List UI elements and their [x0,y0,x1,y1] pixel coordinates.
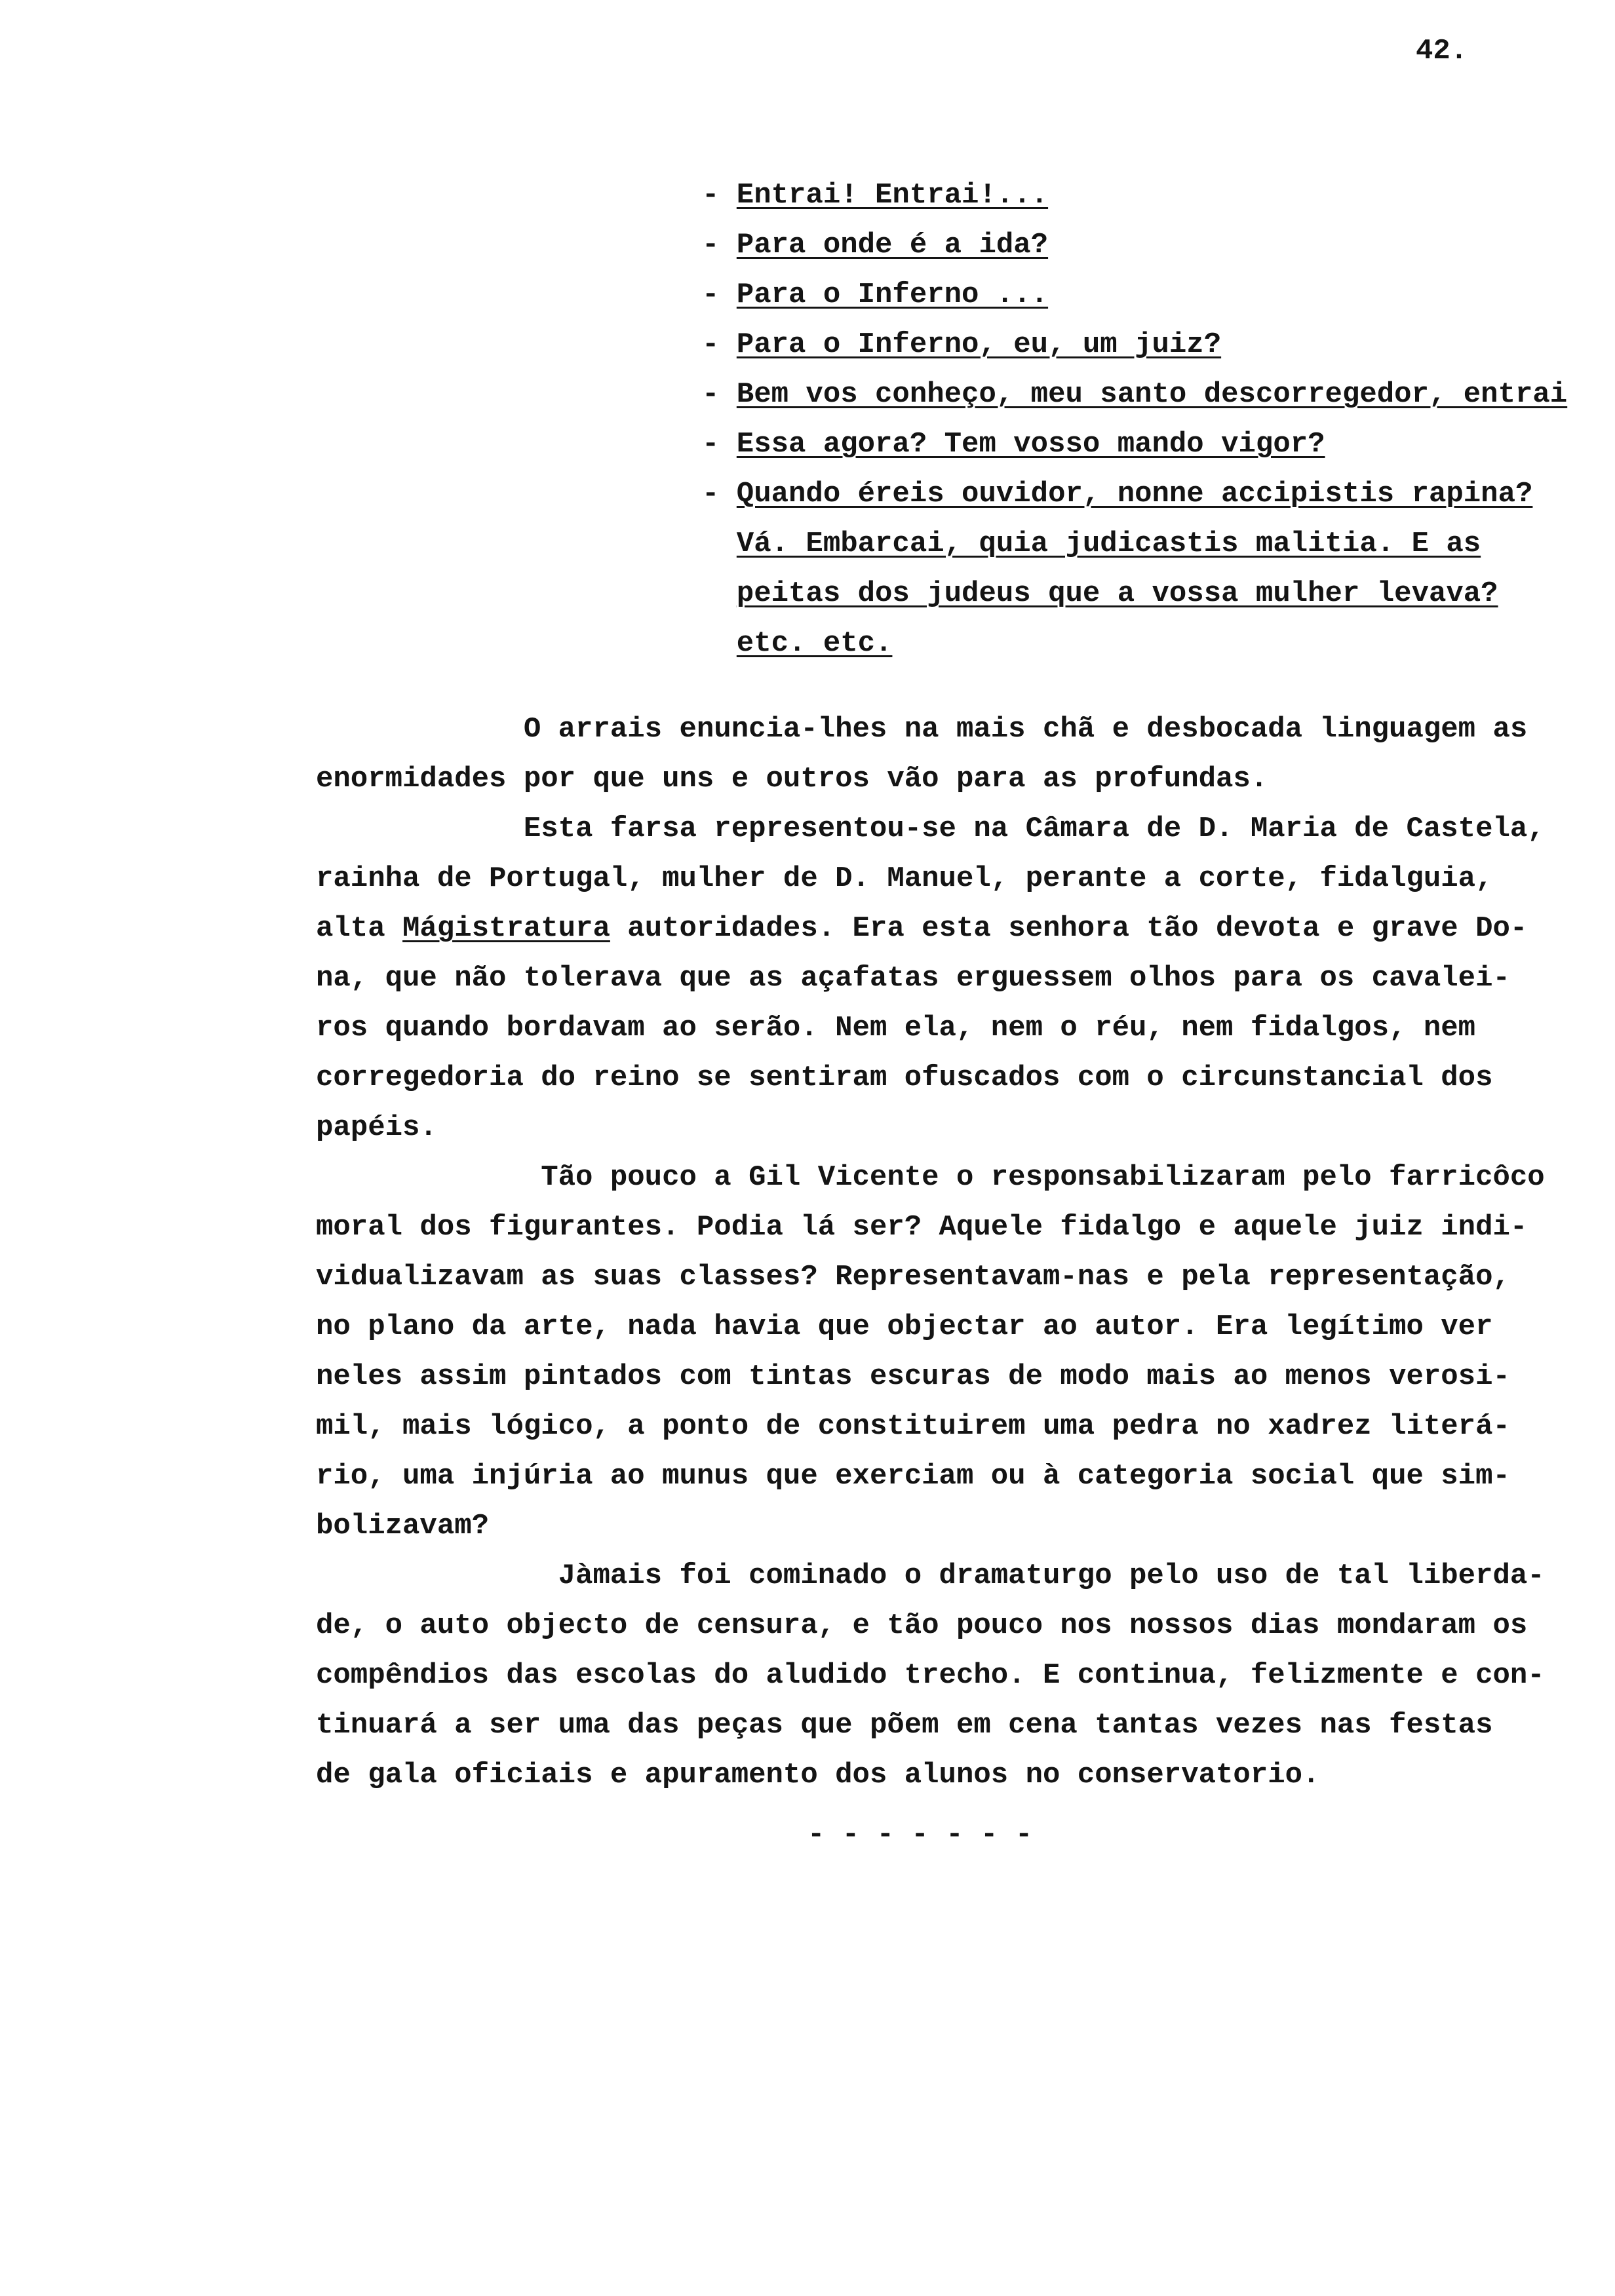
body-line: bolizavam? [316,1510,490,1542]
dialogue-dash: - [702,278,720,311]
body-line [316,904,1545,953]
section-separator: - - - - - - - [808,1818,1033,1851]
body-line: ros quando bordavam ao serão. Nem ela, nem o réu, nem fidalgos, nem [316,1012,1476,1044]
body-line: O arrais enuncia-lhes na mais chã e desbocada linguagem as [523,713,1528,746]
body-line: moral dos figurantes. Podia lá ser? Aquele fidalgo e aquele juiz indi- [316,1211,1528,1244]
body-line: neles assim pintados com tintas escuras de modo mais ao menos verosi- [316,1360,1510,1393]
body-line: mil, mais lógico, a ponto de constituirem uma pedra no xadrez literá- [316,1410,1510,1443]
body-line: tinuará a ser uma das peças que põem em cena tantas vezes nas festas [316,1709,1493,1742]
dialogue-text: Entrai! Entrai!... [736,179,1049,212]
page-number: 42. [1416,35,1468,67]
body-line: Jàmais foi cominado o dramaturgo pelo uso de tal liberda- [558,1559,1545,1592]
dialogue-line [702,320,1567,370]
body-line: corregedoria do reino se sentiram ofuscados com o circunstancial dos [316,1062,1493,1094]
body-line: rainha de Portugal, mulher de D. Manuel, perante a corte, fidalguia, [316,862,1493,895]
dialogue-text: Quando éreis ouvidor, nonne accipistis rapina? [736,478,1533,510]
dialogue-dash: - [702,229,720,261]
body-line: compêndios das escolas do aludido trecho. E continua, felizmente e con- [316,1659,1545,1692]
dialogue-text: Para o Inferno ... [736,278,1049,311]
dialogue-line [702,469,1567,519]
dialogue-dash: - [702,378,720,411]
dialogue-text: Bem vos conheço, meu santo descorregedor, entrai [736,378,1568,411]
dialogue-dash: - [702,179,720,212]
dialogue-block [702,170,1567,668]
dialogue-text: Para onde é a ida? [736,229,1049,261]
body-line-segment: alta [316,912,403,945]
body-line: papéis. [316,1111,437,1144]
paragraph [316,704,1545,804]
dialogue-text: Essa agora? Tem vosso mando vigor? [736,428,1325,461]
body-line: vidualizavam as suas classes? Representavam-nas e pela representação, [316,1261,1510,1293]
dialogue-line [702,619,1567,668]
dialogue-line [702,170,1567,220]
dialogue-dash: - [702,328,720,361]
body-line: Esta farsa representou-se na Câmara de D. Maria de Castela, [523,813,1545,845]
paragraph [316,1551,1545,1800]
dialogue-line [702,569,1567,619]
dialogue-line [702,270,1567,320]
dialogue-text: peitas dos judeus que a vossa mulher levava? [736,577,1498,610]
paragraph [316,1153,1545,1551]
body-line: de gala oficiais e apuramento dos alunos no conservatorio. [316,1759,1320,1791]
dialogue-dash: - [702,478,720,510]
underlined-word: Mágistratura [402,912,610,945]
dialogue-dash: - [702,428,720,461]
body-line: Tão pouco a Gil Vicente o responsabilizaram pelo farricôco [541,1161,1545,1194]
body-text [316,704,1545,1800]
dialogue-text: Vá. Embarcai, quia judicastis malitia. E as [736,527,1481,560]
body-line: rio, uma injúria ao munus que exerciam ou à categoria social que sim- [316,1460,1510,1493]
paragraph [316,804,1545,1153]
dialogue-line [702,370,1567,419]
body-line: enormidades por que uns e outros vão para as profundas. [316,763,1268,795]
body-line: no plano da arte, nada havia que objectar ao autor. Era legítimo ver [316,1311,1493,1343]
dialogue-text: Para o Inferno, eu, um juiz? [736,328,1222,361]
body-line-segment: autoridades. Era esta senhora tão devota e grave Do- [610,912,1528,945]
dialogue-line [702,419,1567,469]
body-line: de, o auto objecto de censura, e tão pouco nos nossos dias mondaram os [316,1609,1528,1642]
dialogue-text: etc. etc. [736,627,893,660]
dialogue-line [702,519,1567,569]
body-line: na, que não tolerava que as açafatas erguessem olhos para os cavalei- [316,962,1510,995]
dialogue-line [702,220,1567,270]
